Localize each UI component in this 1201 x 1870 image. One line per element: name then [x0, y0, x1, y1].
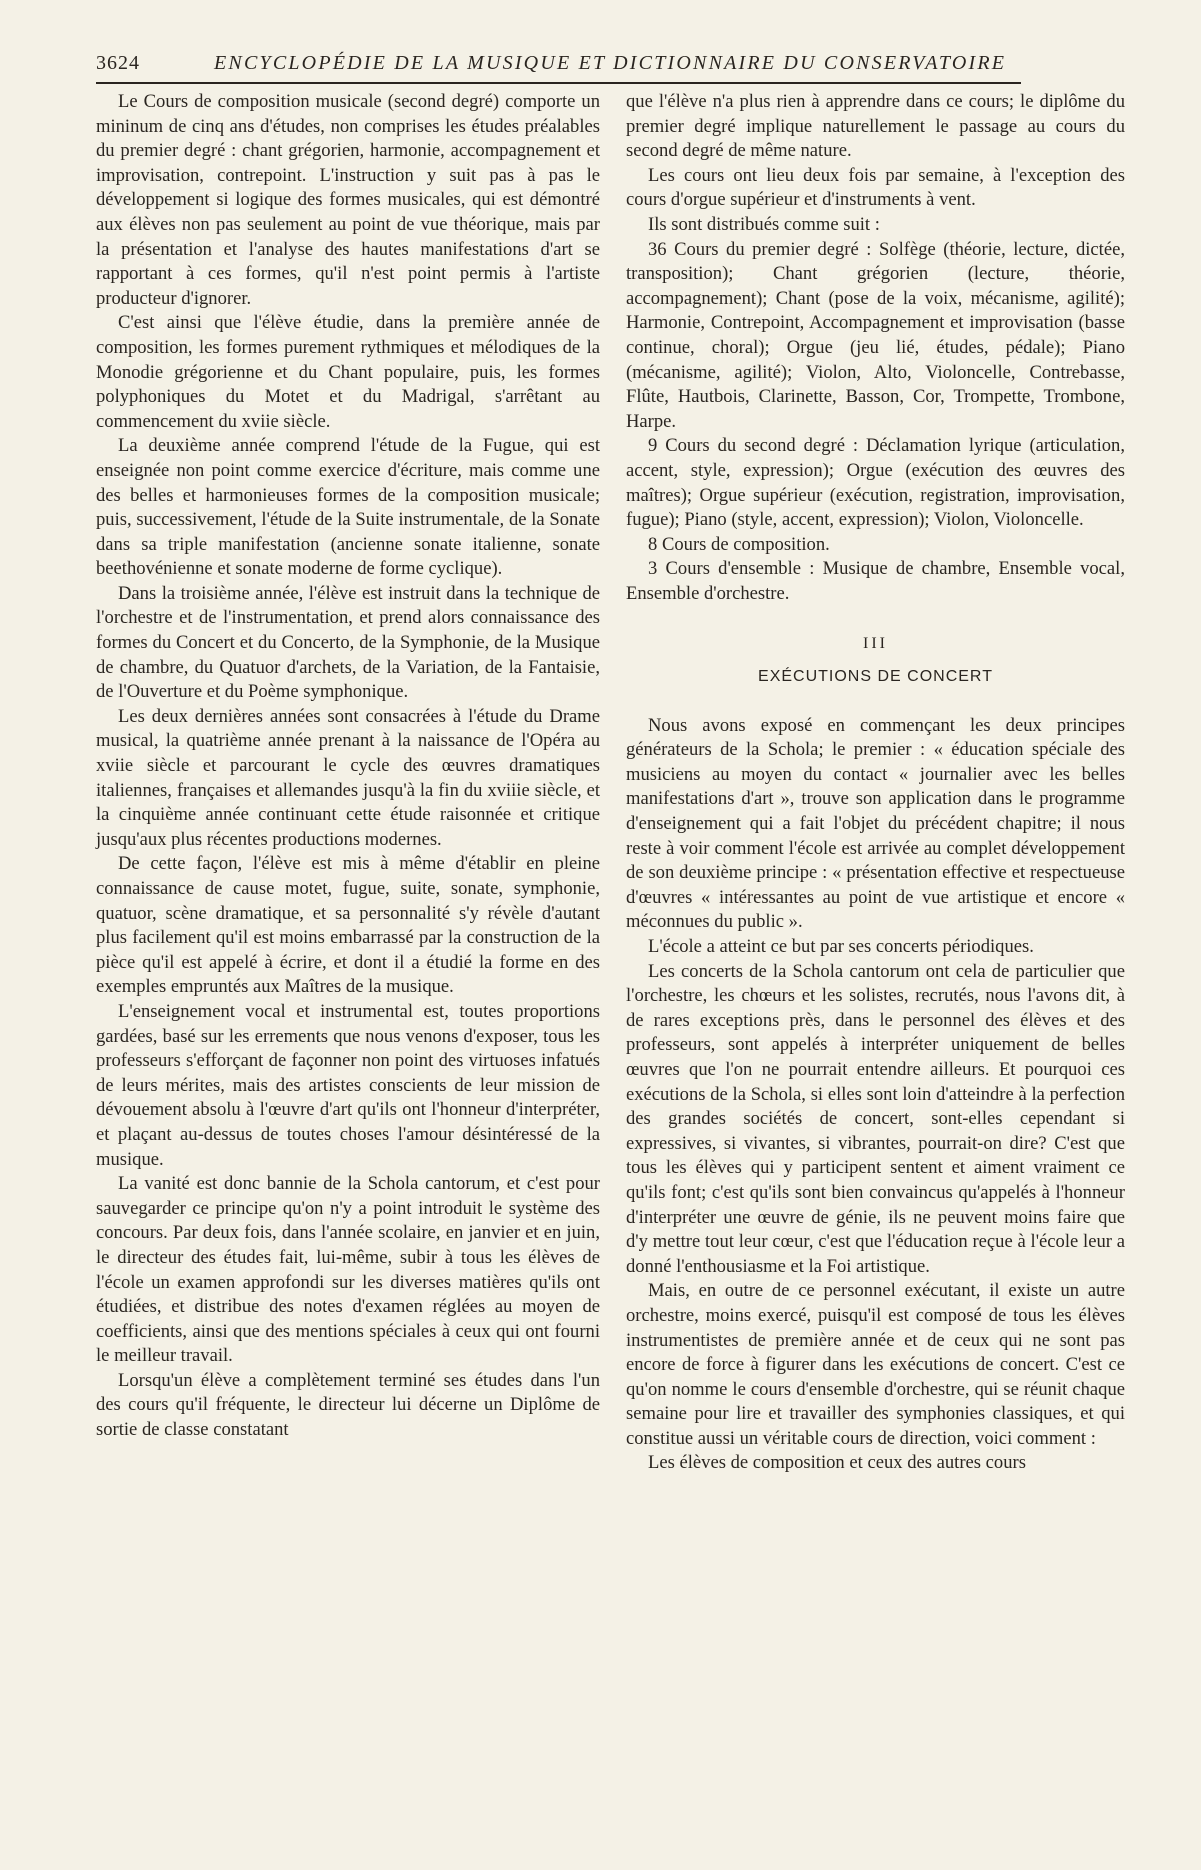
page-number: 3624 — [96, 52, 140, 74]
course-list-item: 9 Cours du second degré : Déclamation lyrique (articulation, accent, style, expression); Orgue (exécution des œuvres des maîtres); Orgue supérieur (exécution, registration, improvisation, fugue); Piano (style, accent, expression); Violon, Violoncelle. — [626, 435, 1125, 531]
paragraph: C'est ainsi que l'élève étudie, dans la première année de composition, les formes purement rythmiques et mélodiques de la Monodie grégorienne et du Chant populaire, puis, les formes polyphoniques du Motet et du Madrigal, s'arrêtant au commencement du xviie siècle. — [96, 312, 600, 432]
paragraph: Les élèves de composition et ceux des autres cours — [648, 1452, 1026, 1474]
right-column — [626, 90, 1125, 1476]
paragraph: Les cours ont lieu deux fois par semaine, à l'exception des cours d'orgue supérieur et d'instruments à vent. — [626, 164, 1125, 211]
paragraph: Dans la troisième année, l'élève est instruit dans la technique de l'orchestre et de l'instrumentation, et prend alors connaissance des formes du Concert et du Concerto, de la Symphonie, de la Musique de chambre, du Quatuor d'archets, de la Variation, de la Fantaisie, de l'Ouverture et du Poème symphonique. — [96, 582, 600, 703]
paragraph: Mais, en outre de ce personnel exécutant, il existe un autre orchestre, moins exercé, puisqu'il est composé de tous les élèves instrumentistes de première année et de ceux qui ne sont pas encore de force à figurer dans les exécutions de concert. C'est ce qu'on nomme le cours d'ensemble d'orchestre, qui se réunit chaque semaine pour lire et travailler des symphonies classiques, et qui constitue aussi un véritable cours de direction, voici comment : — [626, 1280, 1125, 1449]
course-list-item: 36 Cours du premier degré : Solfège (théorie, lecture, dictée, transposition); Chant grégorien (lecture, théorie, accompagnement); Chant (pose de la voix, mécanisme, agilité); Harmonie, Contrepoint, Accompagnement et improvisation (basse continue, choral); Orgue (jeu lié, études, pédale); Piano (mécanisme, agilité); Violon, Alto, Violoncelle, Contrebasse, Flûte, Hautbois, Clarinette, Basson, Cor, Trompette, Trombone, Harpe. — [626, 238, 1125, 432]
paragraph: La vanité est donc bannie de la Schola cantorum, et c'est pour sauvegarder ce principe qu'on n'y a point introduit le système des concours. Par deux fois, dans l'année scolaire, en janvier et en juin, le directeur des études fait, lui-même, subir à tous les élèves de l'école un examen approfondi sur les diverses matières qu'ils ont étudiées, et distribue des notes d'examen réglées au moyen de coefficients, ainsi que des mentions spéciales à ceux qui ont fourni le meilleur travail. — [96, 1173, 600, 1367]
paragraph: La deuxième année comprend l'étude de la Fugue, qui est enseignée non point comme exercice d'écriture, mais comme une des belles et harmonieuses formes de la composition musicale; puis, successivement, l'étude de la Suite instrumentale, de la Sonate dans sa triple manifestation (ancienne sonate italienne, sonate beethovénienne et sonate moderne de forme cyclique). — [96, 435, 600, 580]
paragraph: Ils sont distribués comme suit : — [648, 213, 880, 235]
running-title: ENCYCLOPÉDIE DE LA MUSIQUE ET DICTIONNAIRE DU CONSERVATOIRE — [214, 52, 1007, 74]
paragraph: Lorsqu'un élève a complètement terminé ses études dans l'un des cours qu'il fréquente, le directeur lui décerne un Diplôme de sortie de classe constatant — [96, 1369, 600, 1441]
course-list-item: 3 Cours d'ensemble : Musique de chambre, Ensemble vocal, Ensemble d'orchestre. — [626, 558, 1125, 604]
paragraph: Les deux dernières années sont consacrées à l'étude du Drame musical, la quatrième année prenant à la naissance de l'Opéra au xviie siècle et parcourant le cycle des œuvres dramatiques italiennes, françaises et allemandes jusqu'à la fin du xviiie siècle, et la cinquième année continuant cette étude raisonnée et critique jusqu'aux plus récentes productions modernes. — [96, 705, 600, 850]
page-header — [96, 50, 1021, 84]
paragraph: Nous avons exposé en commençant les deux principes générateurs de la Schola; le premier : « éducation spéciale des musiciens au moyen du contact « journalier avec les belles manifestations d'art », trouve son application dans le programme d'enseignement qui a fait l'objet du précédent chapitre; il nous reste à voir comment l'école est arrivée au complet développement de son deuxième principe : « présentation effective et respectueuse d'œuvres « intéressantes au point de vue artistique et encore « méconnues du public ». — [626, 714, 1125, 933]
paragraph: Le Cours de composition musicale (second degré) comporte un mininum de cinq ans d'études, non comprises les études préalables du premier degré : chant grégorien, harmonie, accompagnement et improvisation, contrepoint. L'instruction y suit pas à pas le développement si logique des formes musicales, qui est démontré aux élèves non pas seulement au point de vue théorique, mais par la présentation et l'analyse des hautes manifestations d'art se rapportant à ces formes, qu'il n'est point permis à l'artiste producteur d'ignorer. — [96, 91, 600, 309]
paragraph: L'enseignement vocal et instrumental est, toutes proportions gardées, basé sur les errements que nous venons d'exposer, tous les professeurs s'efforçant de façonner non point des virtuoses infatués de leurs mérites, mais des artistes conscients de leur mission de dévouement absolu à l'œuvre d'art qu'ils ont l'honneur d'interpréter, et plaçant au-dessus de toutes choses l'amour désintéressé de la musique. — [96, 1000, 600, 1170]
section-title: EXÉCUTIONS DE CONCERT — [758, 668, 993, 686]
paragraph: Les concerts de la Schola cantorum ont cela de particulier que l'orchestre, les chœurs et les solistes, recrutés, nous l'avons dit, à de rares exceptions près, dans le personnel des élèves et des professeurs, sont appelés à interpréter uniquement de belles œuvres que l'on ne pourrait entendre ailleurs. Et pourquoi ces exécutions de la Schola, si elles sont loin d'atteindre à la perfection des grandes sociétés de concert, sont-elles cependant si expressives, si vivantes, si vibrantes, pourrait-on dire? C'est que tous les élèves qui y participent sentent et aiment vraiment ce qu'ils font; c'est qu'ils sont bien convaincus qu'appelés à l'honneur d'interpréter une œuvre de génie, ils ne peuvent moins faire que d'y mettre tout leur cœur, c'est que l'éducation reçue à l'école leur a donné l'enthousiasme et la Foi artistique. — [626, 960, 1125, 1277]
paragraph: De cette façon, l'élève est mis à même d'établir en pleine connaissance de cause motet, fugue, suite, sonate, symphonie, quatuor, scène dramatique, et sa personnalité s'y révèle d'autant plus facilement qu'il est moins embarrassé par la construction de la pièce qu'il est appelé à écrire, et dont il a étudié la forme en des exemples empruntés aux Maîtres de la musique. — [96, 853, 600, 998]
left-column — [96, 90, 600, 1443]
course-list-item: 8 Cours de composition. — [648, 533, 830, 555]
paragraph: que l'élève n'a plus rien à apprendre dans ce cours; le diplôme du premier degré implique naturellement le passage au cours du second degré de même nature. — [626, 91, 1125, 162]
paragraph: L'école a atteint ce but par ses concerts périodiques. — [648, 936, 1034, 957]
section-number: III — [863, 635, 888, 653]
